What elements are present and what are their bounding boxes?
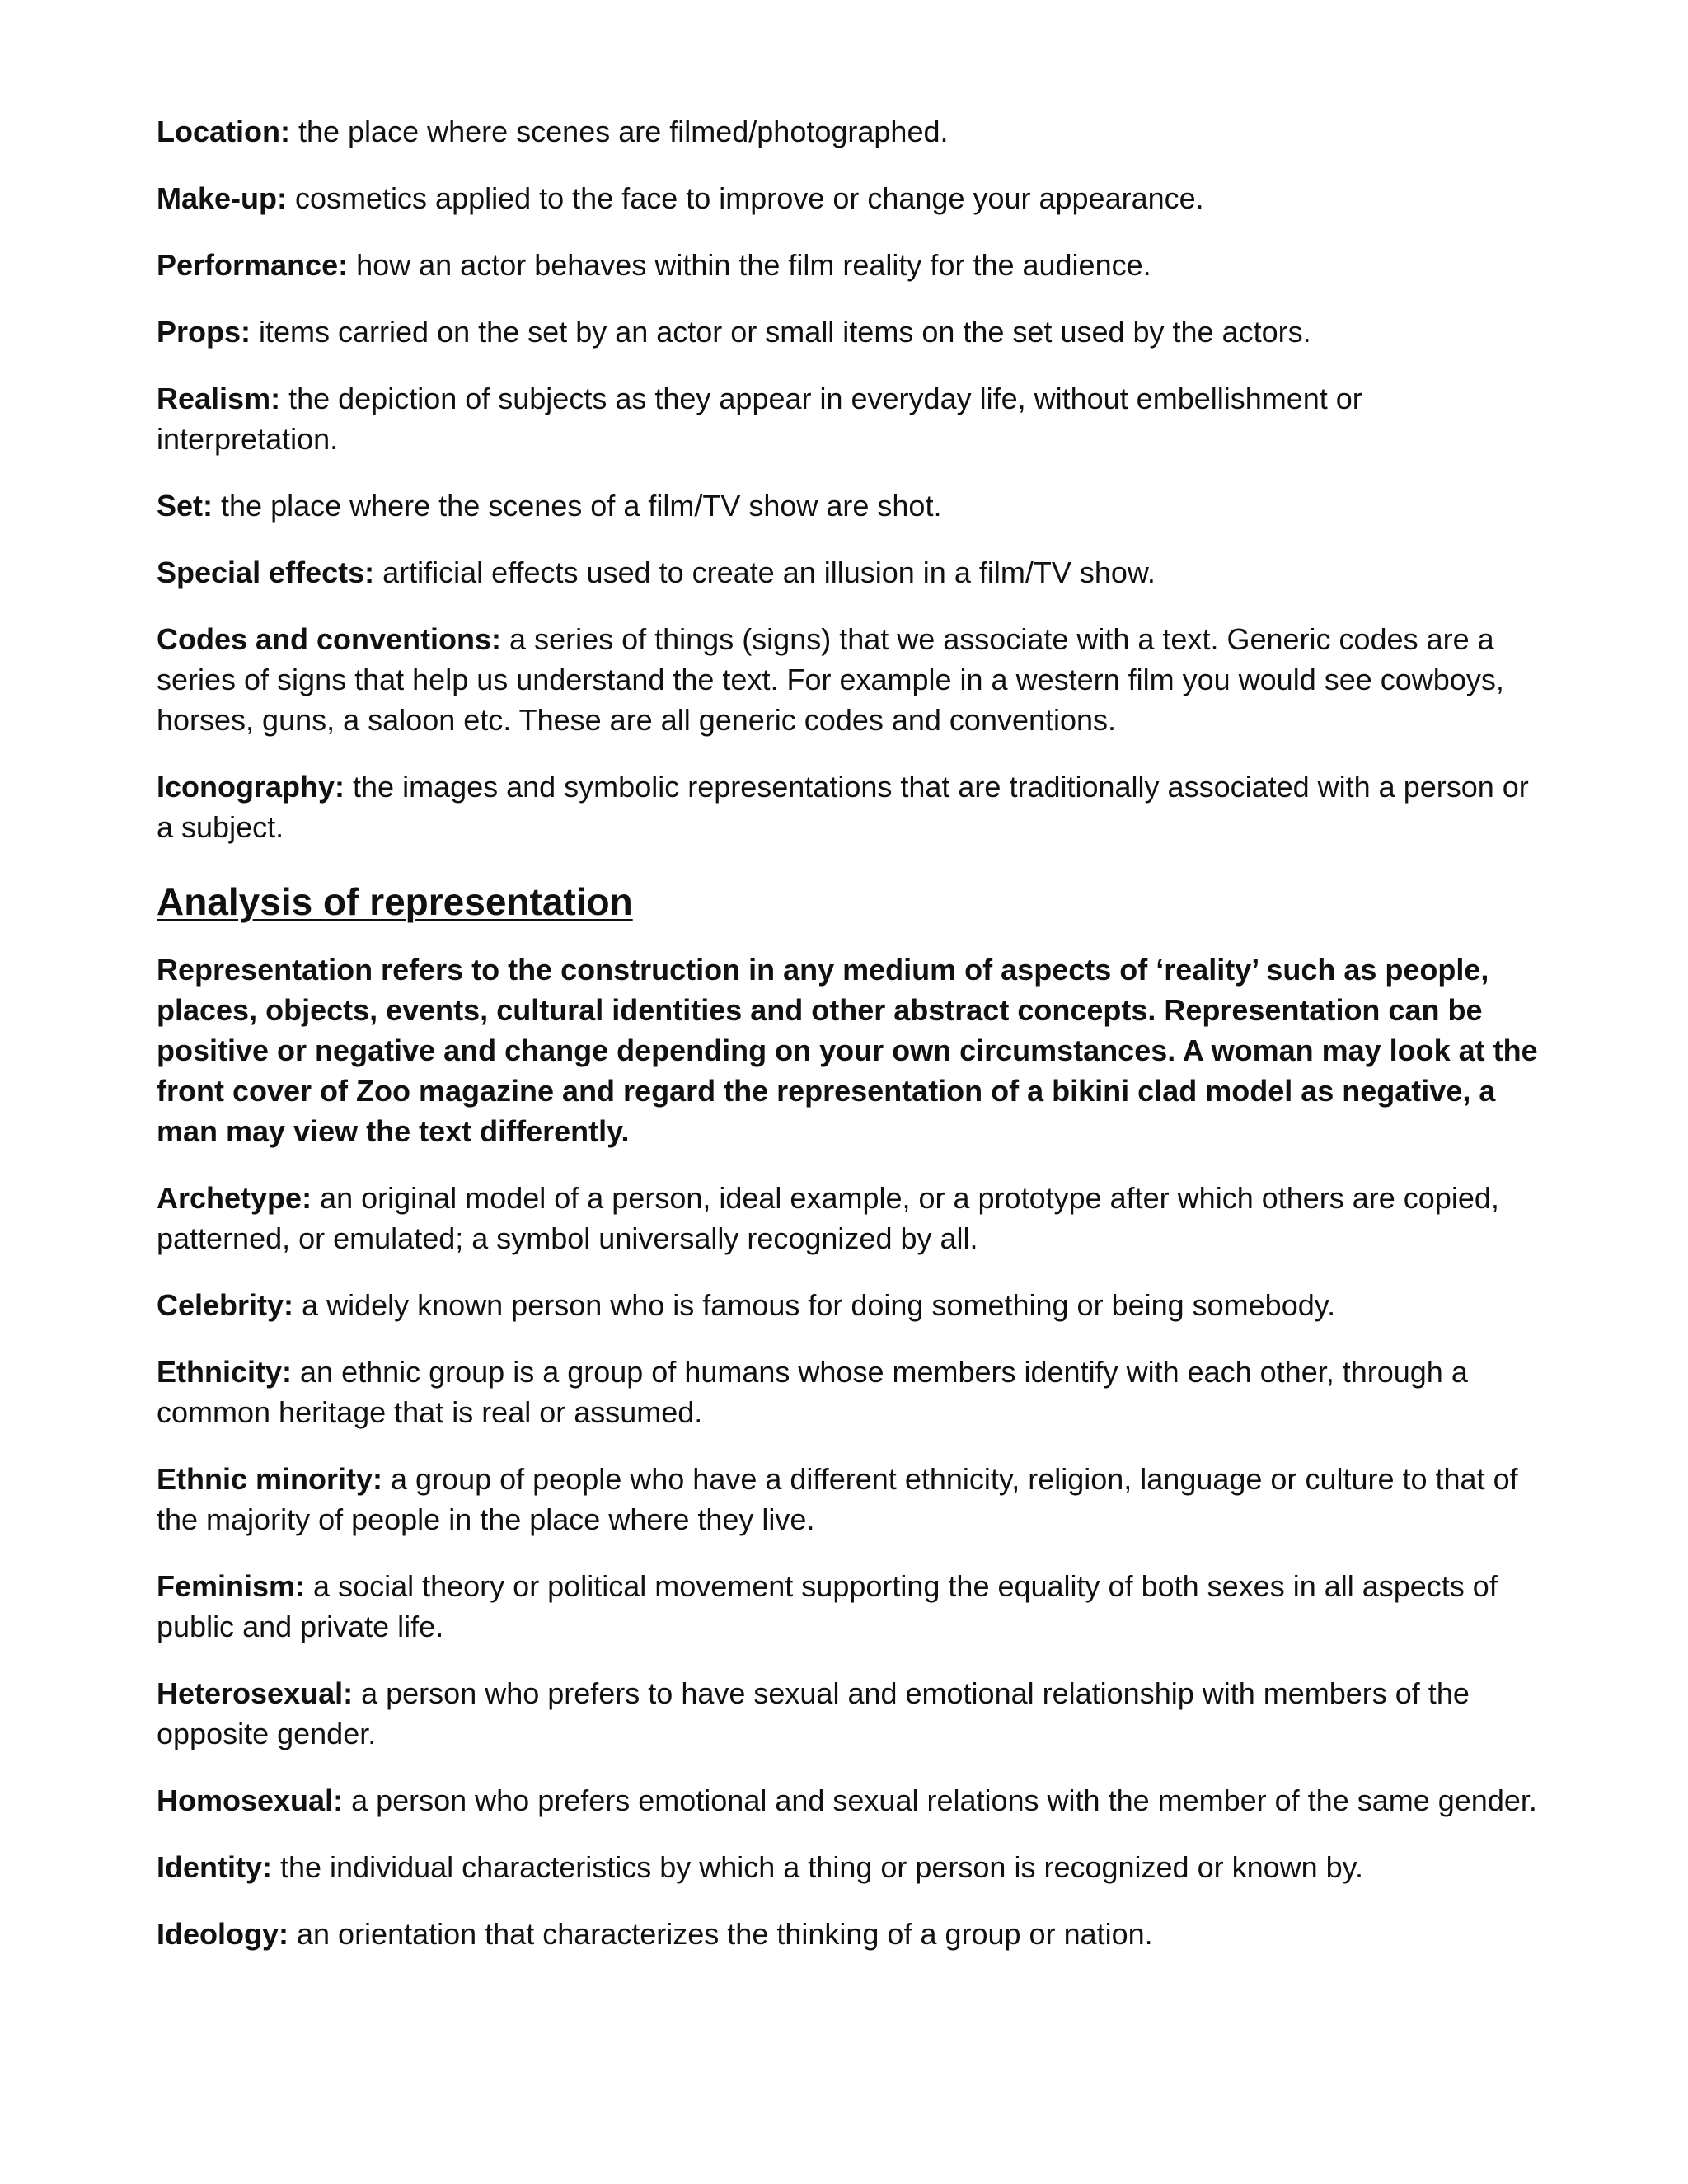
glossary-entry-props	[157, 312, 1541, 352]
glossary-list-bottom	[157, 1178, 1541, 1954]
definition: an ethnic group is a group of humans whose members identify with each other, through a common heritage that is real or assumed.	[157, 1355, 1468, 1429]
term: Realism:	[157, 382, 281, 415]
definition: items carried on the set by an actor or small items on the set used by the actors.	[251, 315, 1311, 349]
document-page	[157, 111, 1541, 1980]
glossary-entry-location	[157, 111, 1541, 152]
glossary-entry-make-up	[157, 178, 1541, 218]
definition: a person who prefers emotional and sexual relations with the member of the same gender.	[343, 1783, 1537, 1817]
definition: a person who prefers to have sexual and emotional relationship with members of the opposite gender.	[157, 1676, 1470, 1750]
term: Location:	[157, 115, 290, 148]
term: Make-up:	[157, 181, 288, 215]
glossary-entry-celebrity	[157, 1285, 1541, 1325]
glossary-entry-realism	[157, 378, 1541, 459]
term: Ethnic minority:	[157, 1462, 383, 1496]
definition: artificial effects used to create an illusion in a film/TV show.	[374, 555, 1156, 589]
definition: the place where the scenes of a film/TV show are shot.	[213, 489, 942, 523]
glossary-entry-iconography	[157, 766, 1541, 847]
term: Ideology:	[157, 1917, 288, 1951]
definition: the images and symbolic representations that are traditionally associated with a person or a subject.	[157, 770, 1529, 844]
glossary-entry-identity	[157, 1847, 1541, 1887]
definition: how an actor behaves within the film reality for the audience.	[348, 248, 1151, 282]
definition: the place where scenes are filmed/photographed.	[289, 115, 949, 148]
definition: the individual characteristics by which a thing or person is recognized or known by.	[272, 1850, 1364, 1884]
glossary-entry-ideology	[157, 1914, 1541, 1954]
term: Archetype:	[157, 1181, 312, 1215]
glossary-entry-performance	[157, 245, 1541, 285]
definition: the depiction of subjects as they appear in everyday life, without embellishment or interpretation.	[157, 382, 1362, 456]
glossary-list-top	[157, 111, 1541, 847]
term: Feminism:	[157, 1569, 306, 1603]
term: Set:	[157, 489, 213, 523]
glossary-entry-codes-and-conventions	[157, 619, 1541, 740]
glossary-entry-heterosexual	[157, 1673, 1541, 1754]
term: Performance:	[157, 248, 349, 282]
glossary-entry-homosexual	[157, 1780, 1541, 1821]
glossary-entry-ethnicity	[157, 1352, 1541, 1432]
term: Special effects:	[157, 555, 375, 589]
glossary-entry-set	[157, 485, 1541, 526]
section-heading: Analysis of representation	[157, 880, 633, 923]
definition: a widely known person who is famous for doing something or being somebody.	[293, 1288, 1336, 1322]
term: Identity:	[157, 1850, 272, 1884]
definition: a social theory or political movement supporting the equality of both sexes in all aspects of public and private life.	[157, 1569, 1498, 1643]
definition: a group of people who have a different ethnicity, religion, language or culture to that of the majority of people in the place where they live.	[157, 1462, 1518, 1536]
term: Homosexual:	[157, 1783, 344, 1817]
definition: an orientation that characterizes the thinking of a group or nation.	[288, 1917, 1153, 1951]
glossary-entry-feminism	[157, 1566, 1541, 1647]
term: Props:	[157, 315, 251, 349]
term: Heterosexual:	[157, 1676, 354, 1710]
definition: cosmetics applied to the face to improve or change your appearance.	[287, 181, 1204, 215]
term: Iconography:	[157, 770, 345, 804]
term: Ethnicity:	[157, 1355, 293, 1389]
term: Codes and conventions:	[157, 622, 502, 656]
glossary-entry-ethnic-minority	[157, 1459, 1541, 1540]
term: Celebrity:	[157, 1288, 294, 1322]
definition: a series of things (signs) that we associate with a text. Generic codes are a series of signs that help us understand the text. For example in a western film you would see cowboys, horses, guns, a saloon etc. These are all generic codes and conventions.	[157, 622, 1504, 737]
section-intro: Representation refers to the construction in any medium of aspects of ‘reality’ such as people, places, objects, events, cultural identities and other abstract concepts. Representation can be positive or negative and change depending on your own circumstances. A woman may look at the front cover of Zoo magazine and regard the representation of a bikini clad model as negative, a man may view the text differently.	[157, 953, 1538, 1148]
glossary-entry-archetype	[157, 1178, 1541, 1258]
glossary-entry-special-effects	[157, 552, 1541, 593]
definition: an original model of a person, ideal example, or a prototype after which others are copied, patterned, or emulated; a symbol universally recognized by all.	[157, 1181, 1499, 1255]
